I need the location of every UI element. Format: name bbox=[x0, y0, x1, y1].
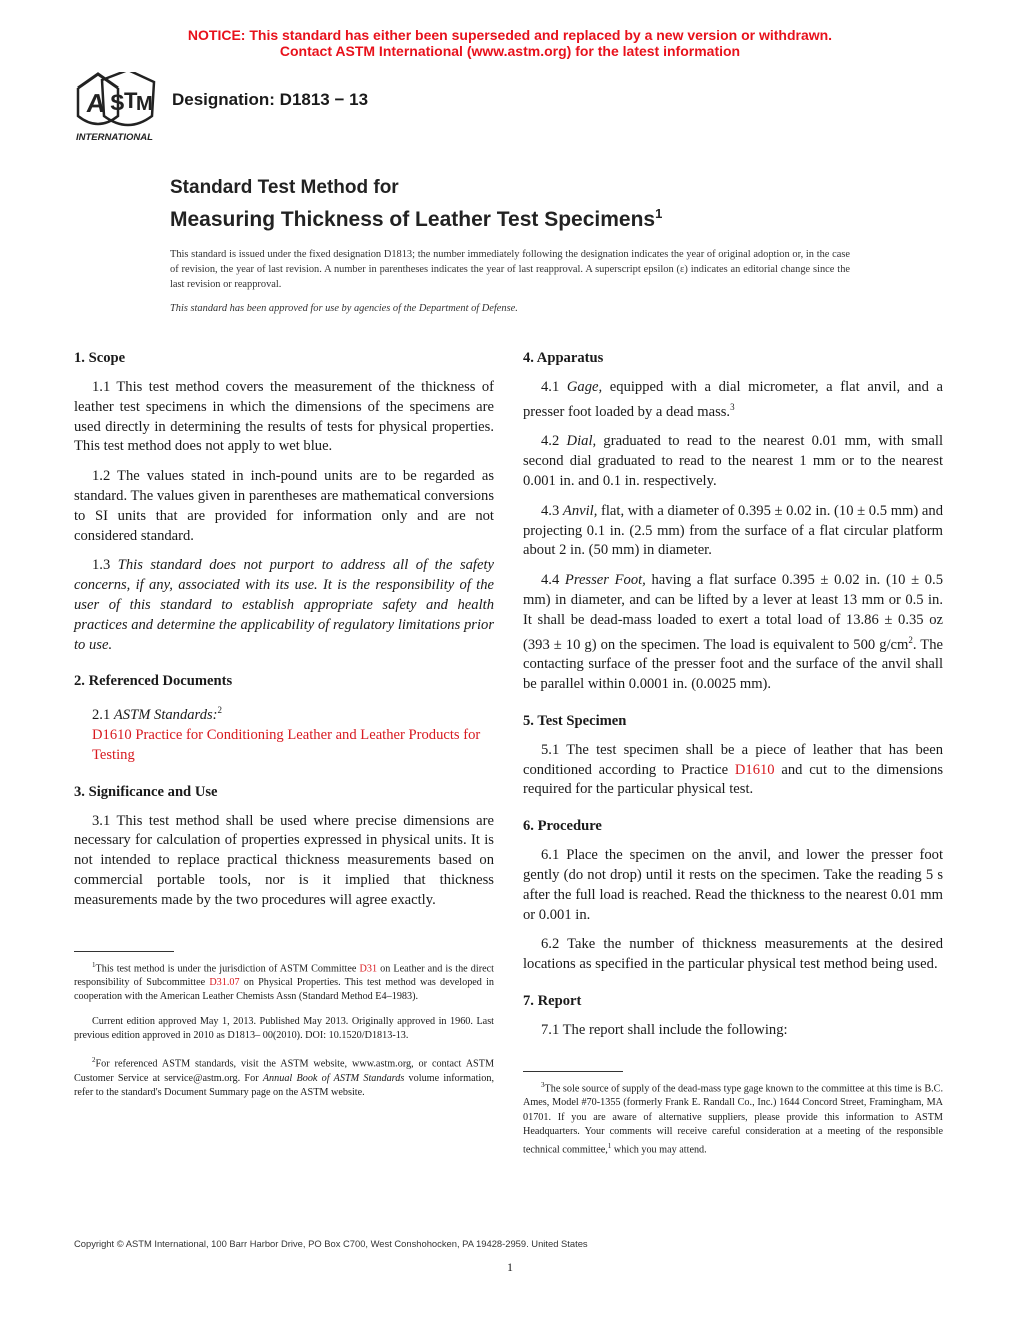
practice-d1610-link[interactable]: D1610 bbox=[734, 761, 775, 778]
title-line-1: Standard Test Method for bbox=[170, 177, 399, 198]
section-referenced-docs-heading: 2. Referenced Documents bbox=[74, 673, 233, 690]
withdrawal-notice bbox=[0, 27, 1020, 59]
para-6-2: 6.2 Take the number of thickness measurements at the desired locations as specified in the particular physical test method being used. bbox=[523, 936, 943, 973]
designation: Designation: D1813 − 13 bbox=[172, 90, 369, 109]
para-3-1: 3.1 This test method shall be used where precise dimensions are necessary for calculation of properties expressed in physical units. It is not intended to replace practical thickness measurements based on commercial portable tools, nor is it implied that thickness measurements made by the two procedures will agree exactly. bbox=[74, 812, 494, 908]
svg-text:S: S bbox=[110, 90, 125, 115]
notice-line-1: NOTICE: This standard has either been superseded and replaced by a new version or withdrawn. bbox=[187, 27, 833, 43]
para-2-1: 2.1 ASTM Standards:$^2$ bbox=[92, 705, 223, 724]
section-procedure-heading: 6. Procedure bbox=[523, 818, 602, 835]
astm-logo bbox=[72, 72, 164, 144]
footnote-1-edition: Current edition approved May 1, 2013. Published May 2013. Originally approved in 1960. Last previous edition approved in 2010 as D1813– 00(2010). DOI: 10.1520/D1813-13. bbox=[74, 1015, 494, 1041]
dod-approval: This standard has been approved for use by agencies of the Department of Defense. bbox=[170, 303, 518, 315]
title-line-2: Measuring Thickness of Leather Test Specimens$^1$ bbox=[170, 206, 663, 231]
section-test-specimen-heading: 5. Test Specimen bbox=[523, 712, 627, 729]
copyright-line: Copyright © ASTM International, 100 Barr Harbor Drive, PO Box C700, West Conshohocken, PA 19428-2959. United States bbox=[74, 1238, 588, 1249]
para-1-3: 1.3 This standard does not purport to address all of the safety concerns, if any, associated with its use. It is the responsibility of the user of this standard to establish appropriate safety and health practices and determine the applicability of regulatory limitations prior to use. bbox=[74, 557, 494, 653]
section-apparatus-heading: 4. Apparatus bbox=[523, 350, 604, 366]
section-report-heading: 7. Report bbox=[523, 993, 582, 1010]
para-1-1: 1.1 This test method covers the measurement of the thickness of leather test specimens in which the dimensions of the specimens are used directly in determining the results of tests for physical properties. This test method does not apply to wet blue. bbox=[74, 379, 494, 455]
intro-text: This standard is issued under the fixed designation D1813; the number immediately following the designation indicates the year of original adoption or, in the case of revision, the year of last revision. A number in parentheses indicates the year of last reapproval. A superscript epsilon (ε) indicates an editorial change since the last revision or reapproval. bbox=[170, 249, 850, 290]
footnote-rule-right bbox=[523, 1071, 623, 1072]
subcommittee-d3107-link[interactable]: D31.07 bbox=[209, 977, 240, 989]
committee-d31-link[interactable]: D31 bbox=[359, 962, 378, 974]
para-4-1: 4.1 Gage, equipped with a dial micrometer, a flat anvil, and a presser foot loaded by a dead mass.$^3$ bbox=[523, 379, 943, 420]
svg-text:T: T bbox=[124, 88, 138, 113]
intro-block bbox=[170, 248, 850, 317]
right-column bbox=[523, 348, 943, 1168]
para-4-3: 4.3 Anvil, flat, with a diameter of 0.395 ± 0.02 in. (10 ± 0.5 mm) and projecting 0.1 in. (2.5 mm) from the surface of a flat circular platform about 2 in. (50 mm) in diameter. bbox=[523, 502, 944, 559]
footnote-3: $^3$The sole source of supply of the dead-mass type gage known to the committee at this time is B.C. Ames, Model #70-1355 (formerly Frank E. Randall Co., Inc.) 1644 Concord Street, Framingham, MA 01701. If you are aware of alternative suppliers, please provide this information to ASTM Headquarters. Your comments will receive careful consideration at a meeting of the responsible technical committee,$^1$ which you may attend. bbox=[523, 1080, 943, 1156]
footnote-rule bbox=[74, 951, 174, 952]
para-5-1: 5.1 The test specimen shall be a piece of leather that has been conditioned according to Practice D1610 and cut to the dimensions required for the particular physical test. bbox=[523, 741, 943, 798]
notice-line-2: Contact ASTM International (www.astm.org) for the latest information bbox=[279, 43, 741, 59]
left-column bbox=[74, 348, 494, 1110]
para-4-4: 4.4 Presser Foot, having a flat surface 0.395 ± 0.02 in. (10 ± 0.5 mm) in diameter, and can be lifted by a lever at least 13 mm or 0.5 in. It shall be dead-mass loaded to exert a total load of 13.86 ± 0.35 oz (393 ± 10 g) on the specimen. The load is equivalent to 500 $g/cm^2$. The contacting surface of the presser foot and the surface of the anvil shall be parallel within 0.0001 in. (0.0025 mm). bbox=[523, 572, 943, 693]
title-footnote-ref: 1 bbox=[655, 206, 663, 221]
svg-text:A: A bbox=[85, 88, 108, 118]
svg-text:M: M bbox=[136, 93, 153, 115]
reference-d1610-link[interactable]: D1610 Practice for Conditioning Leather and Leather Products for Testing bbox=[92, 727, 481, 763]
footnote-1: $^1$This test method is under the jurisdiction of ASTM Committee D31 on Leather and is the direct responsibility of Subcommittee D31.07 on Physical Properties. This test method was developed in cooperation with the American Leather Chemists Assn (Standard Method E4–1983). bbox=[74, 960, 494, 1003]
document-title bbox=[170, 175, 662, 233]
para-6-1: 6.1 Place the specimen on the anvil, and lower the presser foot gently (do not drop) until it rests on the specimen. Take the reading 5 s after the full load is reached. Read the thickness to the nearest 0.01 mm or 0.001 in. bbox=[523, 847, 943, 923]
section-scope-heading: 1. Scope bbox=[74, 350, 126, 366]
footnote-2: $^2$For referenced ASTM standards, visit the ASTM website, www.astm.org, or contact ASTM Customer Service at service@astm.org. For Annual Book of ASTM Standards volume information, refer to the standard's Document Summary page on the ASTM website. bbox=[74, 1056, 494, 1098]
page-number: 1 bbox=[507, 1260, 513, 1274]
section-significance-heading: 3. Significance and Use bbox=[74, 783, 218, 800]
para-7-1: 7.1 The report shall include the following: bbox=[541, 1022, 788, 1039]
para-4-2: 4.2 Dial, graduated to read to the nearest 0.01 mm, with small second dial graduated to read to the nearest 1 mm or to the nearest 0.001 in. and 0.1 in. respectively. bbox=[523, 433, 943, 490]
logo-wordmark: INTERNATIONAL bbox=[76, 132, 153, 143]
para-1-2: 1.2 The values stated in inch-pound units are to be regarded as standard. The values given in parentheses are mathematical conversions to SI units that are provided for information only and are not considered standard. bbox=[74, 468, 494, 544]
